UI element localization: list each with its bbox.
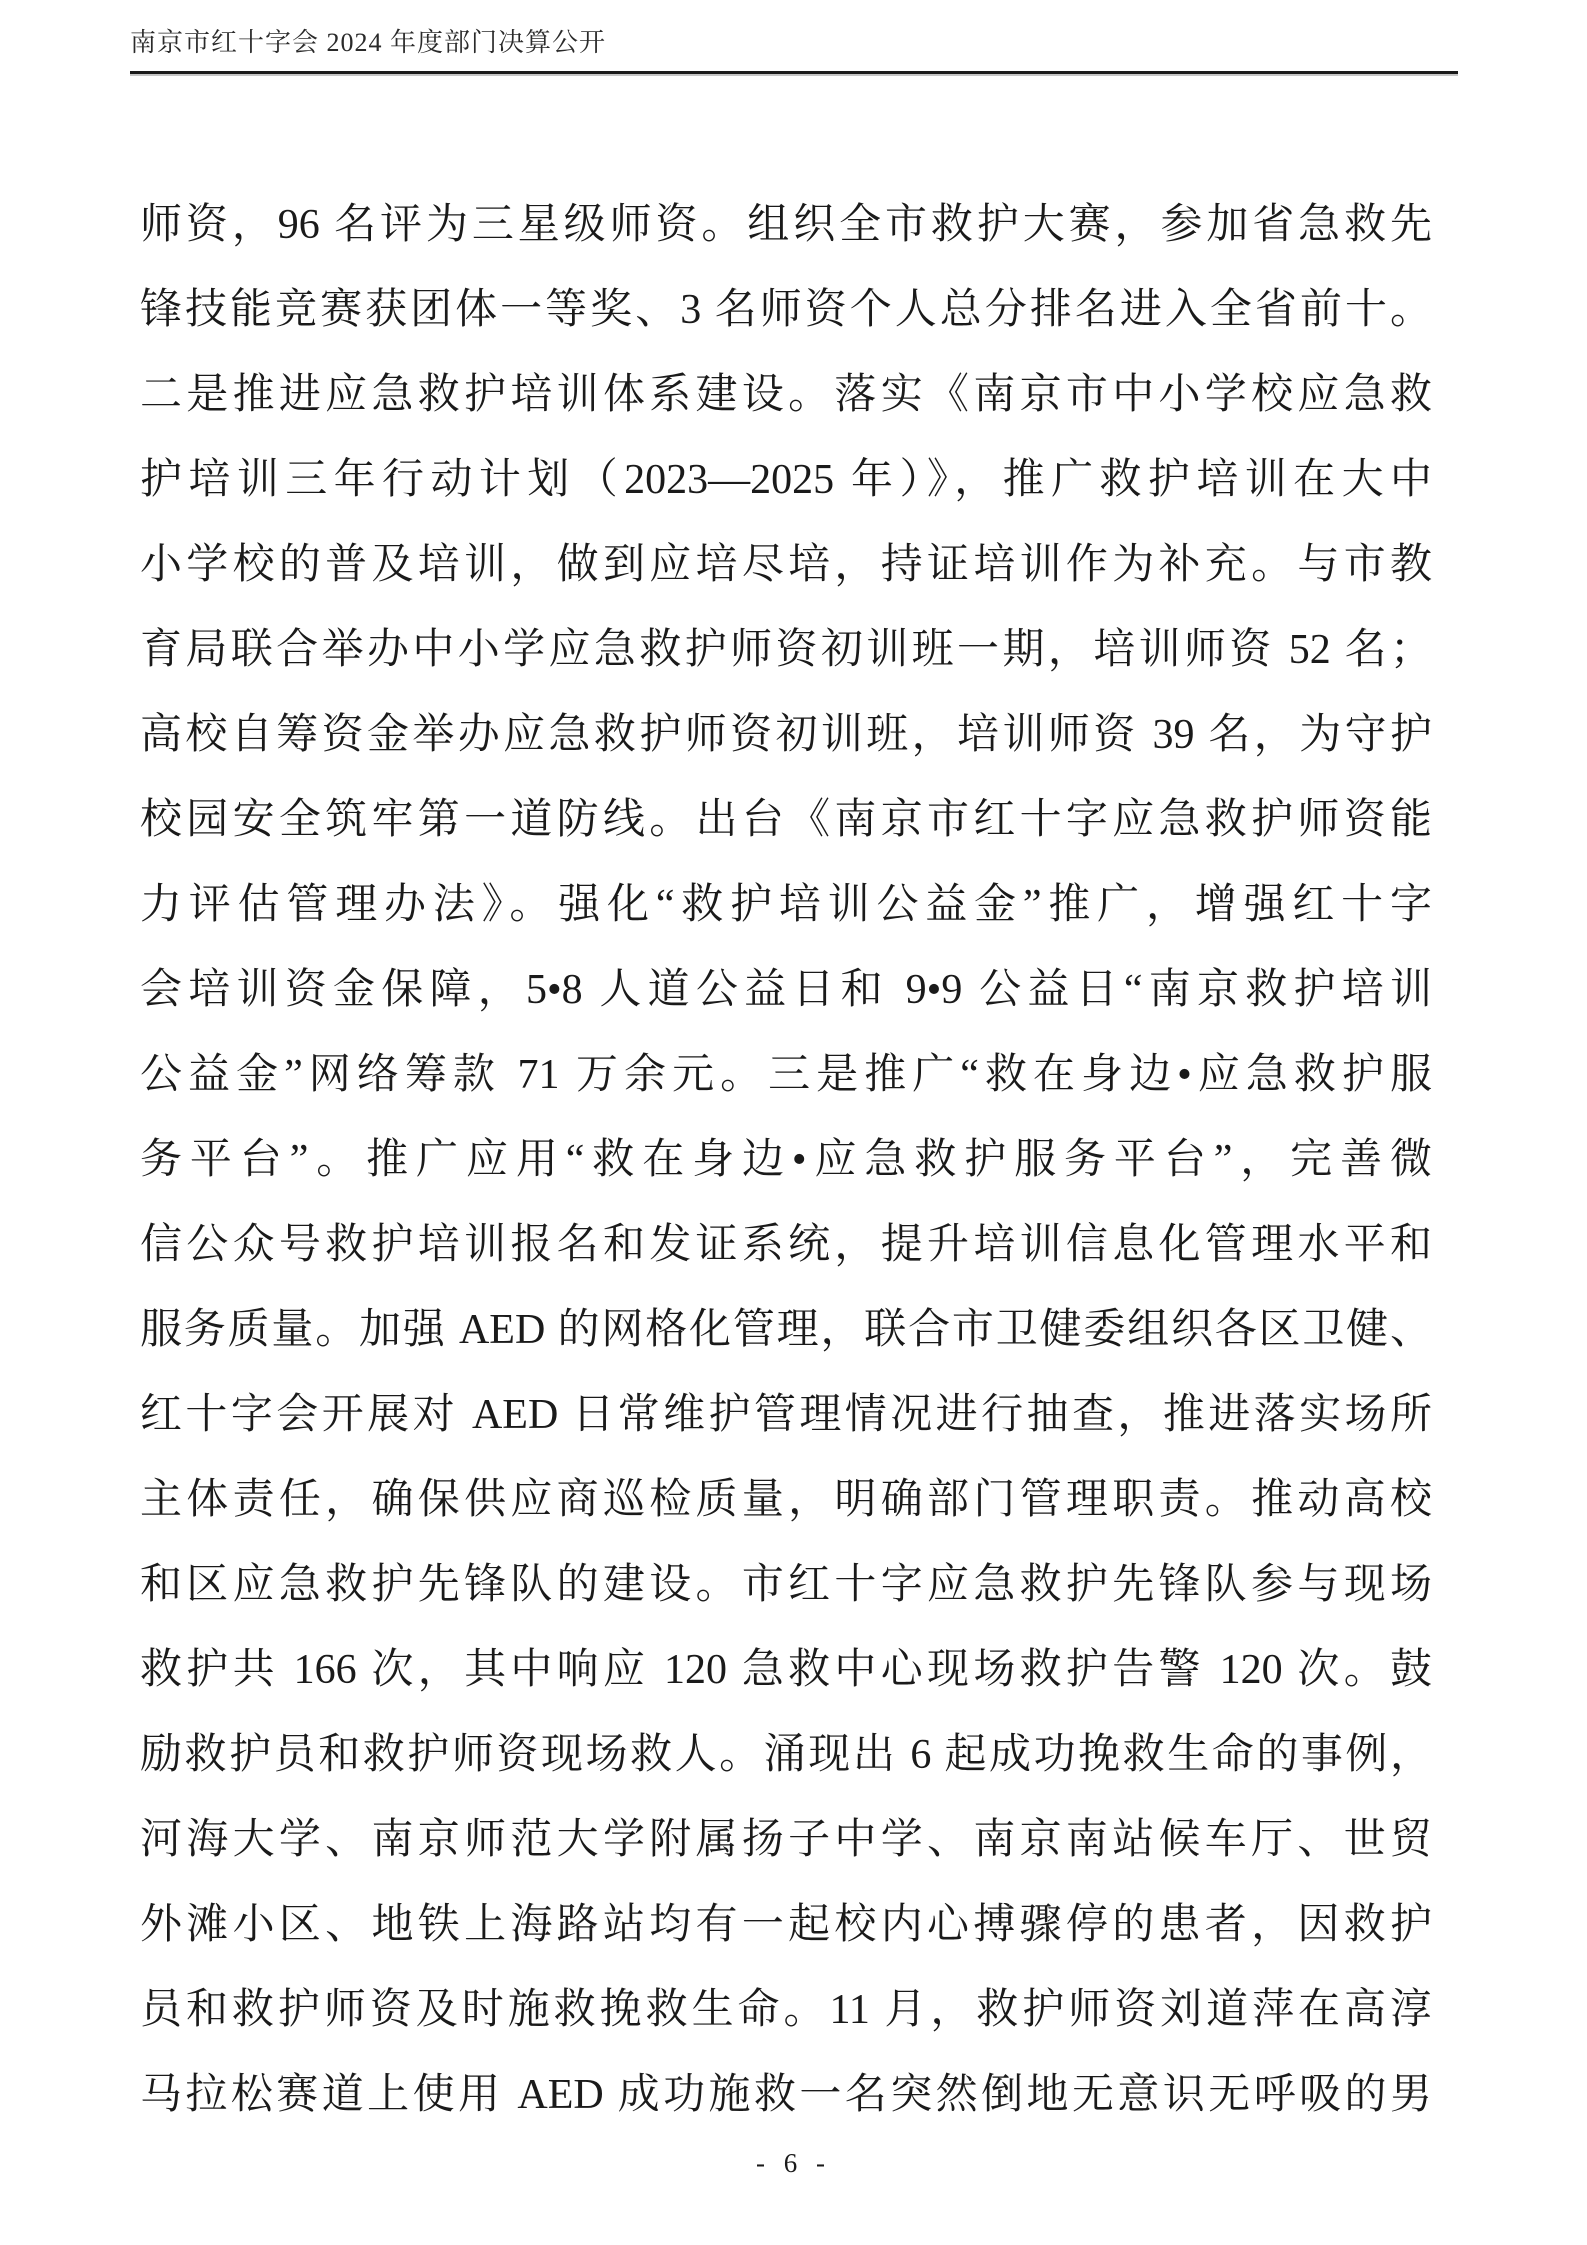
body-line: 马拉松赛道上使用 AED 成功施救一名突然倒地无意识无呼吸的男: [140, 2072, 1432, 2118]
body-line: 校园安全筑牢第一道防线。出台《南京市红十字应急救护师资能: [140, 797, 1432, 843]
page-header: [130, 26, 1458, 60]
body-line: 河海大学、南京师范大学附属扬子中学、南京南站候车厅、世贸: [140, 1817, 1432, 1863]
page-number: - 6 -: [756, 2148, 831, 2178]
body-line: 护培训三年行动计划（2023—2025 年）》，推广救护培训在大中: [140, 457, 1432, 503]
body-line: 红十字会开展对 AED 日常维护管理情况进行抽查，推进落实场所: [140, 1392, 1432, 1438]
body-line: 公益金”网络筹款 71 万余元。三是推广“救在身边•应急救护服: [140, 1052, 1432, 1098]
document-body: [140, 183, 1432, 2138]
page-footer: [0, 2148, 1587, 2179]
body-line: 信公众号救护培训报名和发证系统，提升培训信息化管理水平和: [140, 1222, 1432, 1268]
body-line: 外滩小区、地铁上海路站均有一起校内心搏骤停的患者，因救护: [140, 1902, 1432, 1948]
body-line: 服务质量。加强 AED 的网格化管理，联合市卫健委组织各区卫健、: [140, 1307, 1432, 1353]
body-line: 务平台”。推广应用“救在身边•应急救护服务平台”，完善微: [140, 1137, 1432, 1183]
body-line: 二是推进应急救护培训体系建设。落实《南京市中小学校应急救: [140, 372, 1432, 418]
header-divider: [130, 71, 1458, 74]
body-line: 会培训资金保障，5•8 人道公益日和 9•9 公益日“南京救护培训: [140, 967, 1432, 1013]
body-line: 励救护员和救护师资现场救人。涌现出 6 起成功挽救生命的事例，: [140, 1732, 1432, 1778]
body-line: 育局联合举办中小学应急救护师资初训班一期，培训师资 52 名；: [140, 627, 1432, 673]
body-line: 主体责任，确保供应商巡检质量，明确部门管理职责。推动高校: [140, 1477, 1432, 1523]
body-line: 和区应急救护先锋队的建设。市红十字应急救护先锋队参与现场: [140, 1562, 1432, 1608]
body-line: 锋技能竞赛获团体一等奖、3 名师资个人总分排名进入全省前十。: [140, 287, 1432, 333]
body-line: 力评估管理办法》。强化“救护培训公益金”推广，增强红十字: [140, 882, 1432, 928]
header-title: 南京市红十字会 2024 年度部门决算公开: [130, 28, 607, 57]
body-line: 救护共 166 次，其中响应 120 急救中心现场救护告警 120 次。鼓: [140, 1647, 1432, 1693]
body-line: 员和救护师资及时施救挽救生命。11 月，救护师资刘道萍在高淳: [140, 1987, 1432, 2033]
body-line: 高校自筹资金举办应急救护师资初训班，培训师资 39 名，为守护: [140, 712, 1432, 758]
body-line: 小学校的普及培训，做到应培尽培，持证培训作为补充。与市教: [140, 542, 1432, 588]
body-line: 师资，96 名评为三星级师资。组织全市救护大赛，参加省急救先: [140, 202, 1432, 248]
